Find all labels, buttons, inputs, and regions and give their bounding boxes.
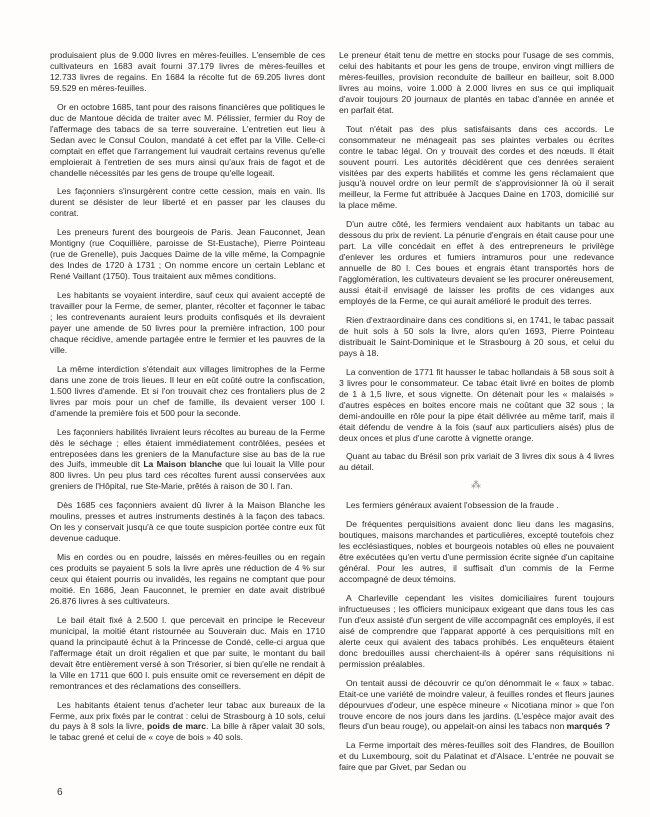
paragraph: Or en octobre 1685, tant pour des raisons financières que politiques le duc de Mantoue décida de traiter avec M. Pélissier, fermier du Roy de l'affermage des tabacs de sa terre souveraine. L'entretien eut lieu à Sedan avec le Consul Coulon, mandaté à cet effet par la Ville. Celle-ci comptait en effet que l'arrangement lui vaudrait certains revenus qu'elle emploierait à l'entretien de ses murs ainsi qu'aux frais de fagot et de chandelle nécessités par les gens de troupe qu'elle logeait. xyxy=(50,101,325,178)
page-number: 6 xyxy=(57,787,63,798)
paragraph: Mis en cordes ou en poudre, laissés en mères-feuilles ou en regain ces produits se payaient 5 sols la livre après une réduction de 4 % sur ceux qui étaient pourris ou invalidés, les regains ne comptant que pour moitié. En 1686, Jean Fauconnet, le premier en date avait distribué 26.876 livres à ses cultivateurs. xyxy=(50,552,325,606)
paragraph: A Charleville cependant les visites domiciliaires furent toujours infructueuses ; les officiers municipaux exigeant que dans tous les cas l'un d'eux assisté d'un sergent de ville accompagnât ces employés, il est aisé de comprendre que l'apparat apporté à ces perquisitions mît en alerte ceux qui avaient des tabacs prohibés. Les enquêteurs étaient donc bredouilles aussi cherchaient-ils à opérer sans réquisitions ni permission préalables. xyxy=(339,592,614,669)
paragraph-text: Les habitants étaient tenus d'acheter leur tabac aux bureaux de la Ferme, aux prix fixés par le contrat : celui de Strasbourg à 10 sols, celui du pays à 8 sols la livre, xyxy=(50,699,325,732)
paragraph-text: On tentait aussi de découvrir ce qu'on dénommait le « faux » tabac. Etait-ce une variété de moindre valeur, à feuilles rondes et fleurs jaunes dépourvues d'odeur, une espèce mineure « Nicotiana minor » que l'on trouve encore de nos jours dans les jardins. (L'espèce major avait des fleurs d'un beau rouge), ou appelait-on ainsi les tabacs non xyxy=(339,677,614,732)
paragraph: Les preneurs furent des bourgeois de Paris. Jean Fauconnet, Jean Montigny (rue Coquillière, paroisse de St-Eustache), Pierre Pointeau (rue de Grenelle), puis Jacques Daime de la ville même, la Compagnie des Indes de 1720 à 1731 ; On nomme encore un certain Leblanc et René Vaillant (1750). Tous traitaient aux mêmes conditions. xyxy=(50,227,325,282)
paragraph: Rien d'extraordinaire dans ces conditions si, en 1741, le tabac passait de huit sols à 50 sols la livre, alors qu'en 1693, Pierre Pointeau distribuait le Saint-Dominique et le Strasbourg à 20 sous, et celui du pays à 18. xyxy=(339,314,614,358)
paragraph: Les fermiers généraux avaient l'obsession de la fraude . xyxy=(346,500,559,511)
paragraph: Les façonniers s'insurgèrent contre cette cession, mais en vain. Ils durent se désister de leur liberté et en passer par les clauses du contrat. xyxy=(50,186,325,219)
paragraph: D'un autre côté, les fermiers vendaient aux habitants un tabac au dessous du prix de revient. La pénurie d'engrais en était cause pour une part. La ville concédait en effet à des entrepreneurs le privilège d'enlever les ordures et fumiers intramuros pour une redevance annuelle de 80 l. Ces boues et engrais étant transportés hors de l'agglomération, les cultivateurs devaient se les procurer onéreusement, aussi était-il envisagé de laisser les profits de ces vidanges aux employés de la Ferme, ce qui aurait amélioré le produit des terres. xyxy=(339,219,614,307)
paragraph: Dès 1685 ces façonniers avaient dû livrer à la Maison Blanche les moulins, presses et autres instruments destinés à la façon des tabacs. On les y conservait jusqu'à ce que toute suspicion portée contre eux fût devenue caduque. xyxy=(50,500,325,544)
bold-term: marqués ? xyxy=(566,721,611,732)
paragraph: produisaient plus de 9.000 livres en mères-feuilles. L'ensemble de ces cultivateurs en 1683 avait fourni 37.179 livres de mères-feuilles et 12.733 livres de regains. En 1684 la récolte fut de 69.205 livres dont 59.529 en mères-feuilles. xyxy=(50,50,325,93)
left-column xyxy=(50,50,325,751)
paragraph: Tout n'était pas des plus satisfaisants dans ces accords. Le consommateur ne ménageait pas ses plaintes verbales ou écrites contre le tabac légal. On y trouvait des cordes et des nœuds. Il était souvent pourri. Les autorités décidèrent que ces denrées seraient visitées par des experts habilités et comme les gens réclamaient que jusqu'à nouvel ordre on leur permît de s'approvisionner là où il serait meilleur, la Ferme fut attribuée à Jacques Daine en 1703, domicilié sur la place même. xyxy=(339,123,614,211)
right-column xyxy=(339,50,614,781)
paragraph: Le preneur était tenu de mettre en stocks pour l'usage de ses commis, celui des habitants et pour les gens de troupe, environ vingt milliers de mères-feuilles, provision reconduite de bailleur en bailleur, soit 8.000 livres au moins, voire 1.000 à 2.000 livres en sus ce qui impliquait d'avoir toujours 20 journaux de plantés en tabac d'année en année et en parfait état. xyxy=(339,50,614,115)
bold-term: La Maison blanche xyxy=(143,459,222,470)
bold-term: poids de marc xyxy=(146,721,207,732)
paragraph-text: . La bille à râper valait 30 sols, le tabac grené et celui de « coye de bois » 40 sols. xyxy=(50,721,325,743)
paragraph xyxy=(339,678,614,733)
paragraph: La même interdiction s'étendait aux villages limitrophes de la Ferme dans une zone de trois lieues. Il leur en eût coûté outre la confiscation, 1.500 livres d'amende. Et si l'on trouvait chez ces frontaliers plus de 2 livres par mois pour un chef de famille, ils devaient verser 100 l. d'amende la première fois et 500 pour la seconde. xyxy=(50,363,325,418)
paragraph-text: que lui louait la Ville pour 800 livres. Un peu plus tard ces récoltes furent aussi conservées aux greniers de l'Hôpital, rue Ste-Marie, prêtés à raison de 30 l. l'an. xyxy=(50,459,325,492)
paragraph: De fréquentes perquisitions avaient donc lieu dans les magasins, boutiques, maisons marchandes et particulières, excepté toutefois chez les ecclésiastiques, nobles et bourgeois notables où elles ne pouvaient être exécutées qu'en vertu d'une permission écrite signée d'un capitaine général. Pour les autres, il suffisait d'un commis de la Ferme accompagné de deux témoins. xyxy=(339,519,614,585)
paragraph: Quant au tabac du Brésil son prix variait de 3 livres dix sous à 4 livres au détail. xyxy=(339,451,614,473)
paragraph xyxy=(50,427,325,493)
paragraph xyxy=(50,700,325,744)
section-ornament: ⁂ xyxy=(471,480,482,492)
paragraph: La Ferme importait des mères-feuilles soit des Flandres, de Bouillon et du Luxembourg, soit du Palatinat et d'Alsace. L'entrée ne pouvait se faire que par Givet, par Sedan ou xyxy=(339,740,614,773)
paragraph: Le bail était fixé à 2.500 l. que percevait en principe le Receveur municipal, la moitié étant ristournée au Souverain duc. Mais en 1710 quand la principauté échut à la Princesse de Condé, celle-ci argua que l'affermage était un droit régalien et que par suite, le montant du bail devait être entièrement versé à son Trésorier, si bien qu'elle ne rendait à la Ville en 1711 que 600 l. puis ensuite omit ce reversement en dépit de remontrances et des réclamations des conseillers. xyxy=(50,614,325,691)
paragraph: La convention de 1771 fit hausser le tabac hollandais à 58 sous soit à 3 livres pour le consommateur. Ce tabac était livré en boites de plomb de 1 à 1,5 livre, et sous vignette. On détenait pour les « malaisés » d'autres espèces en boites encore mais ne coûtant que 32 sous ; la demi-andouille en rôle pour la pipe était délivrée au même tarif, mais il était défendu de vendre à la fois (sauf aux particuliers aisés) plus de deux onces et plus d'une carotte à vignette orange. xyxy=(339,366,614,443)
paragraph-text: Les façonniers habilités livraient leurs récoltes au bureau de la Ferme dès le séchage ; elles étaient immédiatement contrôlées, pesées et entreposées dans les greniers de la Manufacture sise au bas de la rue des Juifs, immeuble dit xyxy=(50,426,325,470)
paragraph: Les habitants se voyaient interdire, sauf ceux qui avaient accepté de travailler pour la Ferme, de semer, planter, récolter et façonner le tabac ; les contrevenants auraient leurs produits confisqués et ils devraient payer une amende de 50 livres pour la première infraction, 100 pour chaque récidive, amende partagée entre le fermier et les pauvres de la ville. xyxy=(50,290,325,355)
